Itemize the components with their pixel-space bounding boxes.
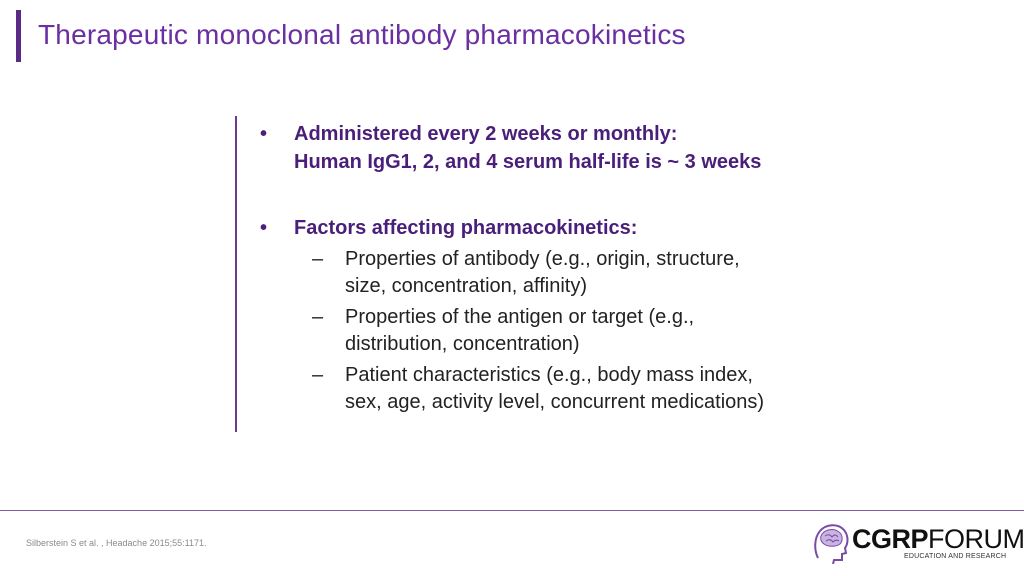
slide-content: [258, 120, 898, 416]
cgrp-forum-logo: [812, 520, 1024, 568]
sub-item: [258, 246, 898, 300]
footer-divider: [0, 510, 1024, 511]
citation: Silberstein S et al. , Headache 2015;55:1171.: [26, 538, 207, 548]
sub-line: distribution, concentration): [345, 333, 580, 355]
sub-line: Properties of antibody (e.g., origin, structure,: [345, 248, 740, 270]
bullet-line: Administered every 2 weeks or monthly:: [294, 123, 678, 145]
logo-wordmark: CGRPFORUM: [852, 524, 1024, 554]
sub-item: [258, 304, 898, 358]
bullet-symbol: •: [260, 217, 268, 239]
bullet-line: Human IgG1, 2, and 4 serum half-life is ~ 3 weeks: [294, 151, 762, 173]
title-accent-bar: [16, 10, 21, 62]
sub-symbol: –: [312, 306, 324, 328]
bullet-symbol: •: [260, 123, 268, 145]
sub-line: size, concentration, affinity): [345, 275, 587, 297]
bullet-item: [258, 214, 898, 242]
content-divider: [235, 116, 237, 432]
bullet-item: [258, 120, 898, 176]
sub-line: Patient characteristics (e.g., body mass index,: [345, 364, 753, 386]
sub-line: Properties of the antigen or target (e.g.,: [345, 306, 695, 328]
sub-line: sex, age, activity level, concurrent medications): [345, 391, 765, 413]
brain-head-icon: [812, 520, 850, 564]
sub-symbol: –: [312, 248, 324, 270]
sub-item: [258, 362, 898, 416]
sub-symbol: –: [312, 364, 324, 386]
bullet-line: Factors affecting pharmacokinetics:: [294, 217, 638, 239]
slide-title: Therapeutic monoclonal antibody pharmacokinetics: [38, 19, 686, 50]
logo-tagline: EDUCATION AND RESEARCH: [904, 553, 1007, 560]
